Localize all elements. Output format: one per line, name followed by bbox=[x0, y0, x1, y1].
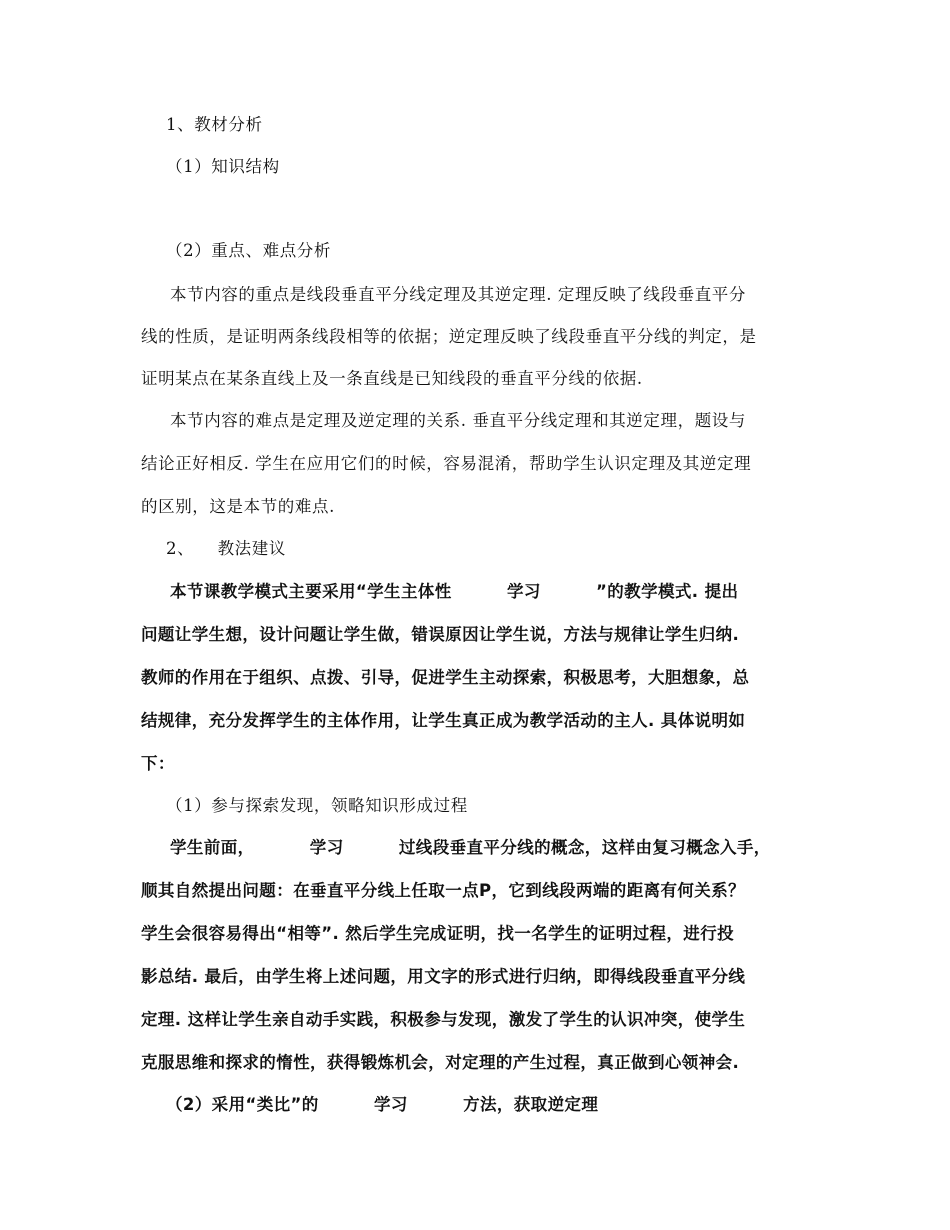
paragraph-line: 本节内容的重点是线段垂直平分线定理及其逆定理. 定理反映了线段垂直平分 bbox=[170, 285, 746, 304]
bold-paragraph-line: 定理. 这样让学生亲自动手实践，积极参与发现，激发了学生的认识冲突，使学生 bbox=[141, 1010, 746, 1029]
paragraph-line: 结论正好相反. 学生在应用它们的时候，容易混淆，帮助学生认识定理及其逆定理 bbox=[141, 454, 752, 473]
bold-paragraph-line: 克服思维和探求的惰性，获得锻炼机会，对定理的产生过程，真正做到心领神会. bbox=[141, 1053, 740, 1072]
bold-paragraph-line: 下： bbox=[141, 754, 175, 773]
paragraph-line: 证明某点在某条直线上及一条直线是已知线段的垂直平分线的依据. bbox=[141, 369, 643, 388]
bold-paragraph-line: 学生前面， 学习 过线段垂直平分线的概念，这样由复习概念入手， bbox=[170, 838, 771, 857]
subheading-analogy-method: （2）采用“类比”的 学习 方法，获取逆定理 bbox=[166, 1095, 599, 1114]
bold-paragraph-line: 影总结. 最后，由学生将上述问题，用文字的形式进行归纳，即得线段垂直平分线 bbox=[141, 967, 746, 986]
subheading-explore-discover: （1）参与探索发现，领略知识形成过程 bbox=[166, 796, 468, 815]
bold-paragraph-line: 本节课教学模式主要采用“学生主体性 学习 ”的教学模式. 提出 bbox=[170, 582, 739, 601]
paragraph-line: 的区别，这是本节的难点. bbox=[141, 497, 335, 516]
section-heading-teaching-suggestions: 2、 教法建议 bbox=[166, 539, 286, 558]
subheading-knowledge-structure: （1）知识结构 bbox=[166, 157, 280, 176]
paragraph-line: 本节内容的难点是定理及逆定理的关系. 垂直平分线定理和其逆定理，题设与 bbox=[170, 411, 746, 430]
bold-paragraph-line: 结规律，充分发挥学生的主体作用，让学生真正成为教学活动的主人. 具体说明如 bbox=[141, 711, 746, 730]
paragraph-line: 线的性质，是证明两条线段相等的依据；逆定理反映了线段垂直平分线的判定，是 bbox=[141, 327, 757, 346]
bold-paragraph-line: 问题让学生想，设计问题让学生做，错误原因让学生说，方法与规律让学生归纳. bbox=[141, 625, 740, 644]
section-heading-analysis: 1、教材分析 bbox=[166, 115, 263, 134]
subheading-key-points: （2）重点、难点分析 bbox=[166, 241, 331, 260]
bold-paragraph-line: 学生会很容易得出“相等”. 然后学生完成证明，找一名学生的证明过程，进行投 bbox=[141, 924, 735, 943]
bold-paragraph-line: 顺其自然提出问题：在垂直平分线上任取一点P，它到线段两端的距离有何关系？ bbox=[141, 881, 745, 900]
bold-paragraph-line: 教师的作用在于组织、点拨、引导，促进学生主动探索，积极思考，大胆想象，总 bbox=[141, 668, 750, 687]
